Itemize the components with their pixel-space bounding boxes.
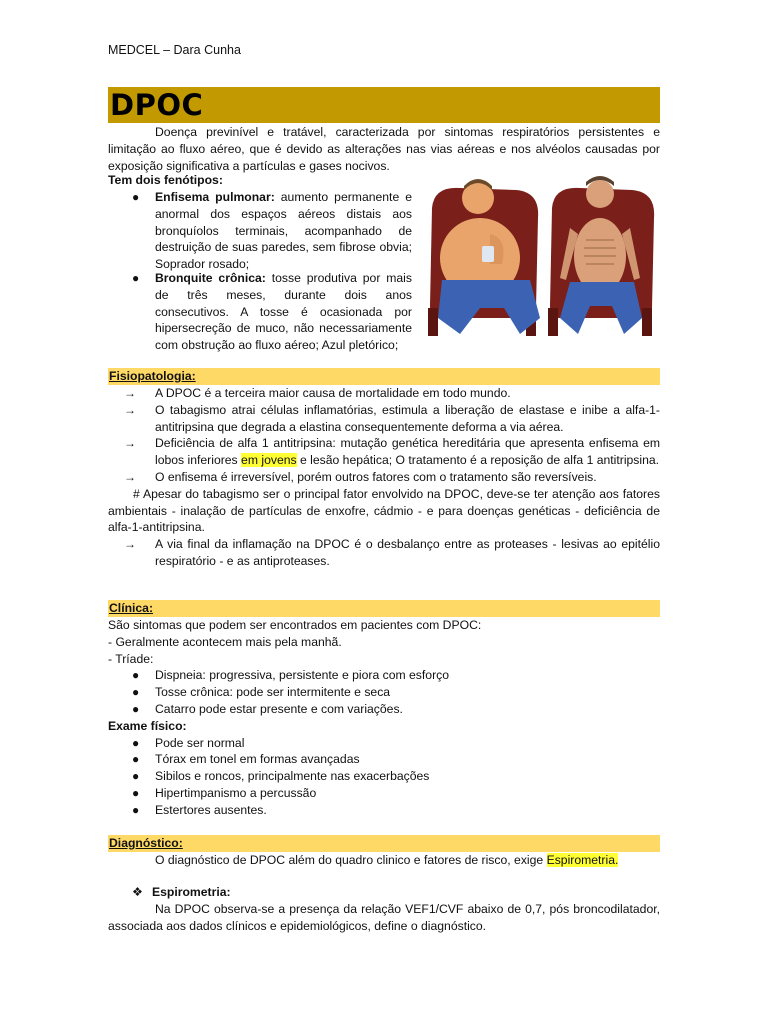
list-item: → O enfisema é irreversível, porém outros fatores com o tratamento são reversíveis. [124,469,597,484]
section-heading-label: Fisiopatologia: [109,369,196,383]
bullet-icon: ● [132,735,140,750]
list-item: → O tabagismo atrai células inflamatórias, estimula a liberação de elastase e inibe a alfa-1-antitripsina que degrada a elastina consequentemente deforma a via aérea. [124,402,660,434]
list-item: → A via final da inflamação na DPOC é o desbalanço entre as proteases - lesivas ao epitélio respiratório - e as antiproteases. [124,537,660,568]
list-item: → A DPOC é a terceira maior causa de mortalidade em todo mundo. [124,386,511,400]
list-item: ● Dispneia: progressiva, persistente e piora com esforço [132,668,449,683]
arrow-right-icon: → [124,402,136,417]
phenotype-term: Enfisema pulmonar: [155,190,275,204]
highlighted-text: em jovens [241,453,297,468]
exam-label: Exame físico: [108,718,187,733]
phenotypes-list-2 [108,270,412,354]
bullet-icon: ● [132,785,140,800]
list-item: ● Tórax em tonel em formas avançadas [132,752,360,767]
document-title: DPOC [110,88,204,122]
list-item: ● Estertores ausentes. [132,802,267,817]
phenotype-text: tosse produtiva por mais de três meses, durante dois anos consecutivos. A tosse é ocasionada por hipersecreção de muco, não necessariamente com obstrução ao fluxo aéreo; Azul pletórico; [155,271,412,353]
section-heading-label: Diagnóstico: [109,836,183,850]
section-heading-label: Clínica: [109,601,154,615]
list-item: ● Hipertimpanismo a percussão [132,785,317,800]
bullet-icon: ● [132,685,140,700]
diamond-bullet-icon: ❖ [132,885,143,899]
fisiopatologia-list [108,385,660,570]
document-header-author: MEDCEL – Dara Cunha [108,43,241,57]
spirometry-text: Na DPOC observa-se a presença da relação VEF1/CVF abaixo de 0,7, pós broncodilatador, associada aos dados clínicos e epidemiológicos, define o diagnóstico. [108,902,660,933]
arrow-right-icon: → [124,436,136,451]
bullet-icon: ● [132,271,140,285]
bullet-icon: ● [132,668,140,683]
list-item: ● Catarro pode estar presente e com variações. [132,701,403,716]
arrow-right-icon: → [124,537,136,552]
section-heading-diagnostico [108,835,660,852]
bullet-icon: ● [132,190,140,204]
bullet-icon: ● [132,802,140,817]
title-bar [108,87,660,123]
fisiopatologia-note: # Apesar do tabagismo ser o principal fator envolvido na DPOC, deve-se ter atenção aos fatores ambientais - inalação de partículas de enxofre, cádmio - e para doenças genéticas - deficiência de alfa-1-antitripsina. [108,486,660,535]
list-item: ● Tosse crônica: pode ser intermitente e seca [132,685,391,700]
arrow-right-icon: → [124,386,136,400]
bullet-icon: ● [132,701,140,716]
clinica-line-triad: - Tríade: [108,651,154,666]
list-item [108,270,412,354]
phenotype-term: Bronquite crônica: [155,271,266,285]
clinica-content [108,617,660,819]
bullet-icon: ● [132,769,140,784]
spirometry-subheading: ❖ Espirometria: [132,885,231,899]
emphysema-bronchitis-illustration [420,168,660,340]
diagnostico-text: O diagnóstico de DPOC além do quadro clinico e fatores de risco, exige Espirometria. [155,853,619,867]
section-heading-clinica [108,600,660,617]
section-heading-fisiopatologia [108,368,660,385]
list-item: ● Sibilos e roncos, principalmente nas exacerbações [132,769,430,784]
clinica-line-morning: - Geralmente acontecem mais pela manhã. [108,634,342,649]
definition-paragraph: Doença previnível e tratável, caracterizada por sintomas respiratórios persistentes e limitação ao fluxo aéreo, que é devido as alterações nas vias aéreas e nos alvéolos causadas por exposição significativa a partículas e gases nocivos. [108,125,660,173]
phenotypes-list [108,189,412,273]
list-item [108,189,412,273]
bullet-icon: ● [132,752,140,767]
phenotypes-label: Tem dois fenótipos: [108,173,223,187]
clinica-intro: São sintomas que podem ser encontrados em pacientes com DPOC: [108,618,482,632]
phenotype-text: aumento permanente e anormal dos espaços aéreos distais aos bronquíolos terminais, acompanhado de destruição de suas paredes, sem fibrose obvia; Soprador rosado; [155,190,412,272]
highlighted-text: Espirometria. [546,853,619,867]
list-item: → Deficiência de alfa 1 antitripsina: mutação genética hereditária que apresenta enfisema em lobos inferiores em jovens e lesão hepática; O tratamento é a reposição de alfa 1 antitripsina. [124,436,660,468]
arrow-right-icon: → [124,469,136,484]
list-item: ● Pode ser normal [132,735,245,750]
